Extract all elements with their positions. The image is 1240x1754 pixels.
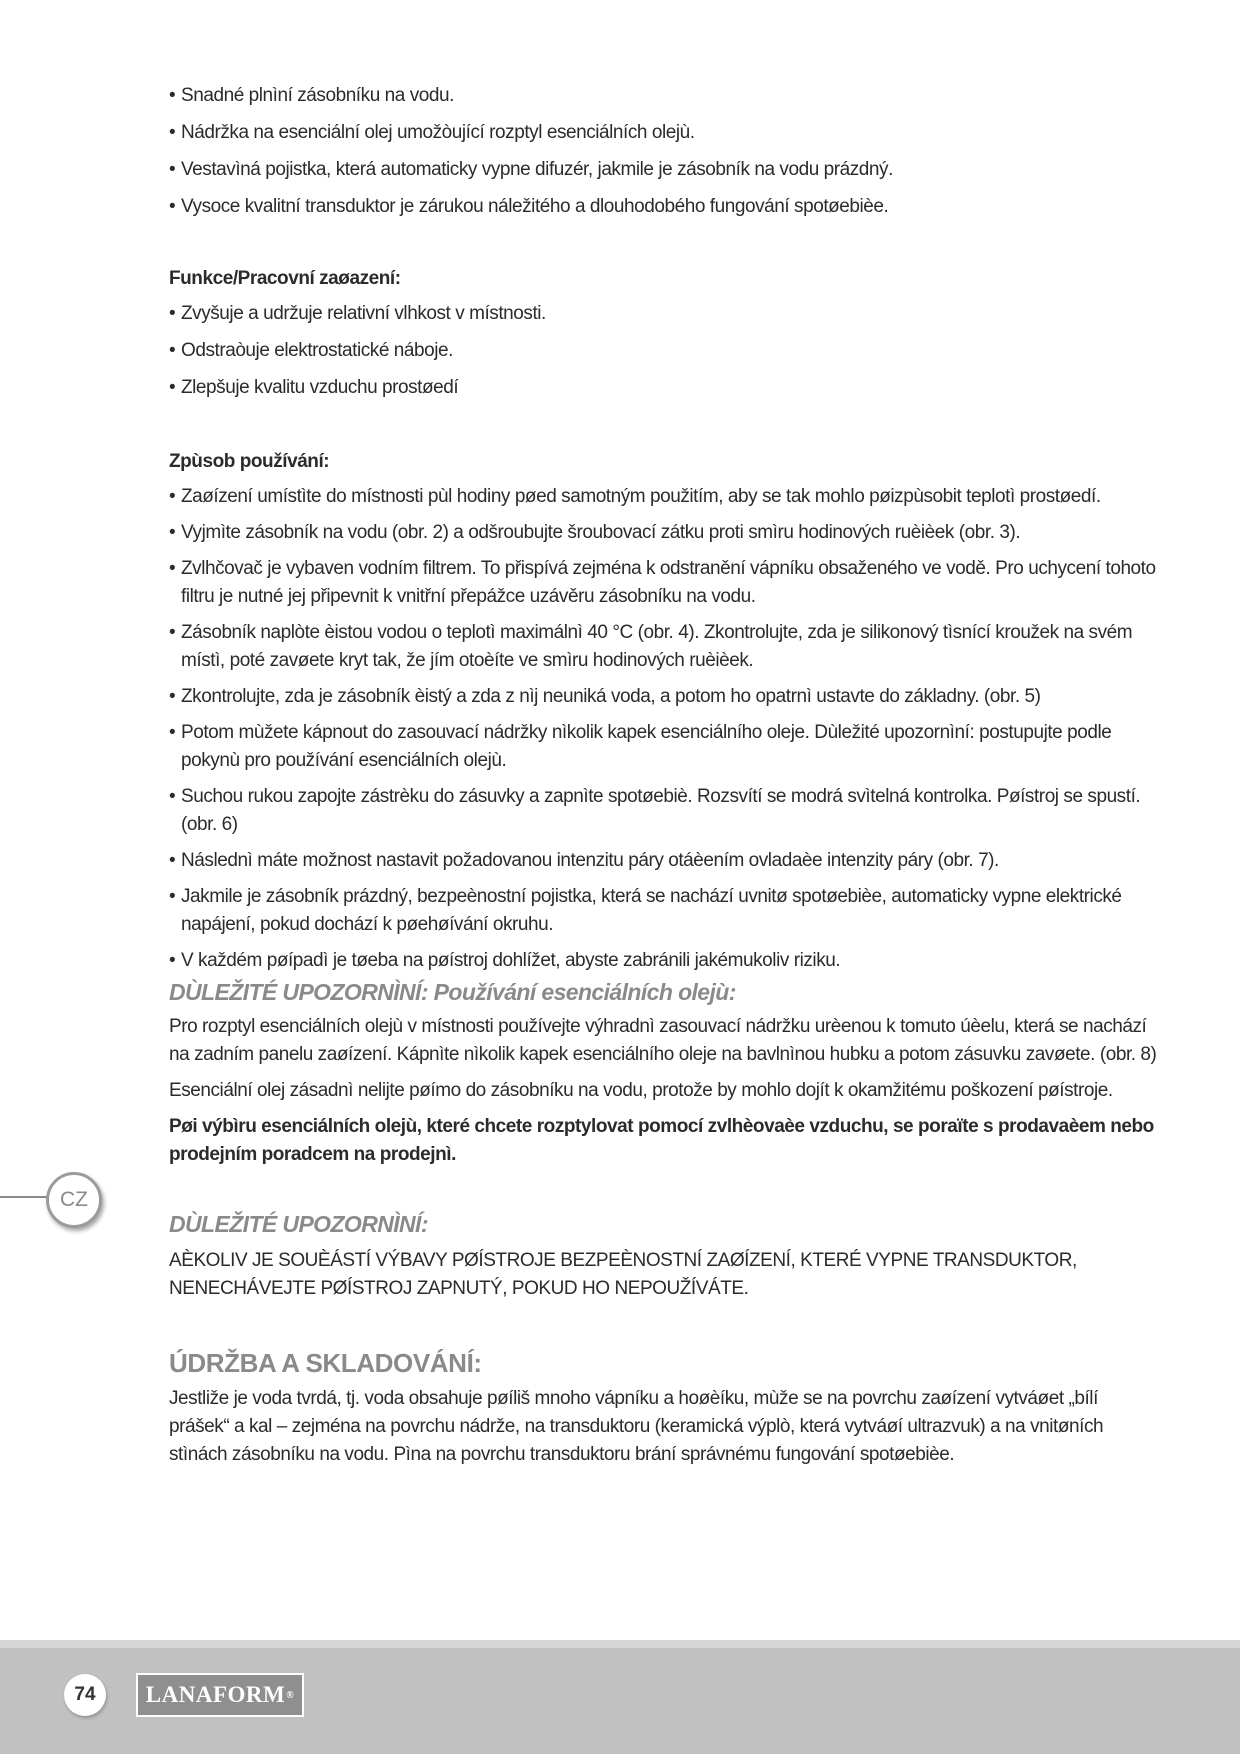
side-tab-line — [0, 1196, 48, 1198]
oils-warning-paragraph: Pro rozptyl esenciálních olejù v místnosti používejte výhradnì zasouvací nádržku urèenou k tomuto úèelu, která se nachází na zadním panelu zaøízení. Kápnìte nìkolik kapek esenciálního oleje na bavlnìnou hubku a potom zásuvku zavøete. (obr. 8) — [169, 1016, 1157, 1065]
footer-highlight — [0, 1640, 1240, 1648]
list-item: • Zlepšuje kvalitu vzduchu prostøedí — [169, 374, 1159, 402]
warning-text: AÈKOLIV JE SOUÈÁSTÍ VÝBAVY PØÍSTROJE BEZPEÈNOSTNÍ ZAØÍZENÍ, KTERÉ VYPNE TRANSDUKTOR, NENECHÁVEJTE PØÍSTROJ ZAPNUTÝ, POKUD HO NEPOUŽÍVÁTE. — [169, 1250, 1077, 1299]
oils-warning-heading: DÙLEŽITÉ UPOZORNÌNÍ: Používání esenciálních olejù: — [169, 979, 736, 1005]
usage-list — [169, 483, 1159, 975]
oils-warning-paragraph: Esenciální olej zásadnì nelijte pøímo do zásobníku na vodu, protože by mohlo dojít k okamžitému poškození pøístroje. — [169, 1080, 1113, 1101]
language-tab: CZ — [46, 1172, 102, 1228]
list-item: • Snadné plnìní zásobníku na vodu. — [169, 82, 1159, 110]
functions-list — [169, 300, 1159, 402]
feature-list — [169, 82, 1159, 221]
usage-heading: Zpùsob používání: — [169, 451, 330, 472]
brand-name: LANAFORM — [145, 1682, 286, 1707]
list-item: • Zkontrolujte, zda je zásobník èistý a zda z nìj neuniká voda, a potom ho opatrnì ustavte do základny. (obr. 5) — [169, 683, 1159, 711]
list-item: • Vysoce kvalitní transduktor je zárukou náležitého a dlouhodobého fungování spotøebièe. — [169, 193, 1159, 221]
list-item: • Potom mùžete kápnout do zasouvací nádržky nìkolik kapek esenciálního oleje. Dùležité upozornìní: postupujte podle pokynù pro používání esenciálních olejù. — [169, 719, 1159, 775]
page-number: 74 — [64, 1674, 106, 1716]
page-content — [169, 82, 1159, 1477]
list-item: • Zaøízení umístìte do místnosti pùl hodiny pøed samotným použitím, aby se tak mohlo pøizpùsobit teplotì prostøedí. — [169, 483, 1159, 511]
list-item: • Suchou rukou zapojte zástrèku do zásuvky a zapnìte spotøebiè. Rozsvítí se modrá svìtelná kontrolka. Pøístroj se spustí. (obr. 6) — [169, 783, 1159, 839]
registered-mark: ® — [286, 1689, 295, 1701]
list-item: • Vestavìná pojistka, která automaticky vypne difuzér, jakmile je zásobník na vodu prázdný. — [169, 156, 1159, 184]
list-item: • Vyjmìte zásobník na vodu (obr. 2) a odšroubujte šroubovací zátku proti smìru hodinových ruèièek (obr. 3). — [169, 519, 1159, 547]
list-item: • Zásobník naplòte èistou vodou o teplotì maximálnì 40 °C (obr. 4). Zkontrolujte, zda je silikonový tìsnící kroužek na svém místì, poté zavøete kryt tak, že jím otoèíte ve smìru hodinových ruèièek. — [169, 619, 1159, 675]
warning-heading: DÙLEŽITÉ UPOZORNÌNÍ: — [169, 1211, 428, 1237]
list-item: • Nádržka na esenciální olej umožòující rozptyl esenciálních olejù. — [169, 119, 1159, 147]
list-item: • Následnì máte možnost nastavit požadovanou intenzitu páry otáèením ovladaèe intenzity páry (obr. 7). — [169, 847, 1159, 875]
functions-heading: Funkce/Pracovní zaøazení: — [169, 268, 401, 289]
maintenance-text: Jestliže je voda tvrdá, tj. voda obsahuje pøíliš mnoho vápníku a hoøèíku, mùže se na povrchu zaøízení vytváøet „bílí prášek“ a kal – zejména na povrchu nádrže, na transduktoru (keramická výplò, která vytváøí ultrazvuk) a na vnitøních stìnách zásobníku na vodu. Pìna na povrchu transduktoru brání správnému fungování spotøebièe. — [169, 1388, 1104, 1465]
brand-logo — [136, 1673, 304, 1717]
list-item: • V každém pøípadì je tøeba na pøístroj dohlížet, abyste zabránili jakémukoliv riziku. — [169, 947, 1159, 975]
list-item: • Zvyšuje a udržuje relativní vlhkost v místnosti. — [169, 300, 1159, 328]
list-item: • Jakmile je zásobník prázdný, bezpeènostní pojistka, která se nachází uvnitø spotøebièe, automaticky vypne elektrické napájení, pokud dochází k pøehøívání okruhu. — [169, 883, 1159, 939]
list-item: • Zvlhčovač je vybaven vodním filtrem. To přispívá zejména k odstranění vápníku obsaženého ve vodě. Pro uchycení tohoto filtru je nutné jej připevnit k vnitřní přepážce uzávěru zásobníku na vodu. — [169, 555, 1159, 611]
oils-advice-paragraph: Pøi výbìru esenciálních olejù, které chcete rozptylovat pomocí zvlhèovaèe vzduchu, se poraïte s prodavaèem nebo prodejním poradcem na prodejnì. — [169, 1116, 1154, 1165]
list-item: • Odstraòuje elektrostatické náboje. — [169, 337, 1159, 365]
maintenance-heading: ÚDRŽBA A SKLADOVÁNÍ: — [169, 1348, 482, 1378]
